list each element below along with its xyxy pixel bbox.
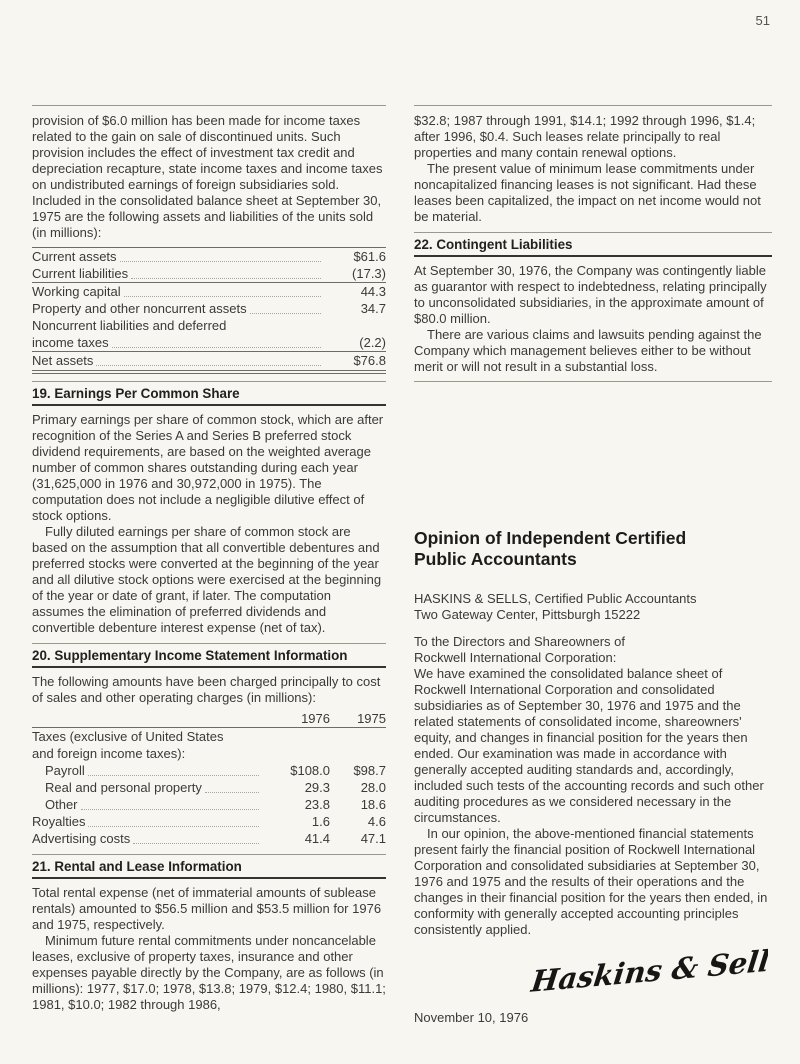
value-1975: $98.7 [353, 763, 386, 778]
row-label: Payroll [45, 763, 85, 778]
dot-leader [133, 843, 259, 844]
paragraph: The following amounts have been charged principally to cost of sales and other operating charges (in millions): [32, 674, 381, 705]
row-value: (2.2) [359, 335, 386, 350]
row-label: Advertising costs [32, 831, 131, 846]
dot-leader [131, 278, 321, 279]
section-heading-21: 21. Rental and Lease Information [32, 854, 386, 879]
signature-haskins-sells [516, 942, 768, 1000]
value-1975: 47.1 [360, 831, 386, 846]
table-row [32, 352, 386, 369]
value-1976: $108.0 [290, 763, 330, 778]
dot-leader [205, 792, 259, 793]
table-row [32, 317, 386, 334]
table-row [32, 762, 386, 779]
table-row [32, 248, 386, 265]
signature-text: Haskins & Sells [529, 942, 768, 999]
row-value: (17.3) [352, 266, 386, 281]
left-column [32, 105, 386, 1013]
row-value: $61.6 [353, 249, 386, 264]
paragraph: Total rental expense (net of immaterial amounts of sublease rentals) amounted to $56.5 million and $53.5 million for 1976 and 1975, respectively. [32, 885, 382, 932]
row-label: Property and other noncurrent assets [32, 301, 247, 316]
table-row [32, 283, 386, 300]
row-label: Royalties [32, 814, 86, 829]
dot-leader [120, 261, 321, 262]
paragraph: $32.8; 1987 through 1991, $14.1; 1992 through 1996, $1.4; after 1996, $0.4. Such leases relate principally to real properties and many contain renewal options. [414, 113, 756, 160]
table-row [32, 265, 386, 282]
paragraph: In our opinion, the above-mentioned financial statements present fairly the financial position of Rockwell International Corporation and consolidated subsidiaries at September 30, 1976 and 1975 and the results of their operations and the changes in their financial position for the years then ended, in conformity with generally accepted accounting principles consistently applied. [414, 826, 768, 937]
row-value: $76.8 [353, 353, 386, 368]
column-header-1976: 1976 [301, 711, 330, 726]
table-row [32, 779, 386, 796]
intro-paragraph: provision of $6.0 million has been made for income taxes related to the gain on sale of discontinued units. Such provision includes the effect of investment tax credit and depreciation recapture, state income taxes and income taxes on undistributed earnings of foreign subsidiaries sold. Included in the consolidated balance sheet at September 30, 1975 are the following assets and liabilities of the units sold (in millions): [32, 113, 383, 240]
column-top-rule [414, 105, 772, 106]
row-label: Net assets [32, 353, 94, 368]
paragraph: There are various claims and lawsuits pending against the Company which management believes either to be without merit or will not result in a substantial loss. [414, 327, 762, 374]
opinion-date: November 10, 1976 [414, 1010, 529, 1025]
section-heading-20: 20. Supplementary Income Statement Information [32, 643, 386, 668]
value-1976: 1.6 [311, 814, 330, 829]
value-1975: 28.0 [360, 780, 386, 795]
row-value: 44.3 [360, 284, 386, 299]
dot-leader [250, 313, 321, 314]
column-header-1975: 1975 [357, 711, 386, 726]
signature-block [414, 942, 772, 1004]
dot-leader [81, 809, 259, 810]
table-header-row [32, 710, 386, 727]
paragraph: Minimum future rental commitments under noncancelable leases, exclusive of property taxes, insurance and other expenses payable directly by the Company, are as follows (in millions): 1977, $17.0; 1978, $13.8; 1979, $12.4; 1980, $11.1; 1981, $10.0; 1982 through 1986, [32, 933, 386, 1012]
value-1975: 18.6 [360, 797, 386, 812]
row-label: Real and personal property [45, 780, 202, 795]
section-end-rule [414, 381, 772, 382]
table-row [32, 300, 386, 317]
opinion-heading: Opinion of Independent Certified Public Accountants [414, 528, 687, 569]
units-sold-table [32, 247, 386, 374]
table-row [32, 830, 386, 847]
paragraph: At September 30, 1976, the Company was contingently liable as guarantor with respect to indebtedness, relating principally to unconsolidated subsidiaries, in the approximate amount of $80.0 million. [414, 263, 767, 326]
table-row [32, 813, 386, 830]
accounting-firm-address: HASKINS & SELLS, Certified Public Accountants Two Gateway Center, Pittsburgh 15222 [414, 591, 697, 622]
row-value: 34.7 [360, 301, 386, 316]
value-1976: 41.4 [304, 831, 330, 846]
table-row [32, 796, 386, 813]
section-heading-22: 22. Contingent Liabilities [414, 232, 772, 257]
paragraph: Primary earnings per share of common stock, which are after recognition of the Series A and Series B preferred stock dividend requirements, are based on the weighted average number of common shares outstanding during each year (31,625,000 in 1976 and 30,972,000 in 1975). The computation does not include a negligible dilutive effect of stock options. [32, 412, 384, 523]
table-double-rule [32, 370, 386, 374]
dot-leader [88, 775, 259, 776]
row-label: Noncurrent liabilities and deferred [32, 318, 227, 333]
column-top-rule [32, 105, 386, 106]
dot-leader [88, 826, 259, 827]
row-label: Working capital [32, 284, 121, 299]
table-group-label: and foreign income taxes): [32, 746, 186, 761]
dot-leader [112, 347, 321, 348]
row-label: Other [45, 797, 78, 812]
value-1975: 4.6 [367, 814, 386, 829]
table-group-label: Taxes (exclusive of United States [32, 729, 224, 744]
row-label: income taxes [32, 335, 109, 350]
supplementary-table [32, 710, 386, 847]
page-number: 51 [755, 13, 770, 28]
row-label: Current assets [32, 249, 117, 264]
dot-leader [124, 296, 321, 297]
paragraph: We have examined the consolidated balance sheet of Rockwell International Corporation and consolidated subsidiaries as of September 30, 1976 and 1975 and the related statements of consolidated income, shareowners' equity, and changes in financial position for the years then ended. Our examination was made in accordance with generally accepted auditing standards and, accordingly, included such tests of the accounting records and such other auditing procedures as we considered necessary in the circumstances. [414, 666, 764, 825]
row-label: Current liabilities [32, 266, 129, 281]
value-1976: 29.3 [304, 780, 330, 795]
salutation: To the Directors and Shareowners of Rockwell International Corporation: [414, 634, 625, 665]
value-1976: 23.8 [304, 797, 330, 812]
dot-leader [96, 365, 321, 366]
auditor-opinion-section [414, 528, 772, 1026]
paragraph: Fully diluted earnings per share of common stock are based on the assumption that all convertible debentures and preferred stocks were converted at the beginning of the year and all dilutive stock options were exercised at the beginning of the year or date of grant, if later. The computation assumes the elimination of preferred dividends and convertible debenture interest expense (net of tax). [32, 524, 382, 635]
table-row [32, 334, 386, 351]
paragraph: The present value of minimum lease commitments under noncapitalized financing leases is not significant. Had these leases been capitalized, the impact on net income would not be material. [414, 161, 761, 224]
right-column [414, 105, 772, 1026]
section-heading-19: 19. Earnings Per Common Share [32, 381, 386, 406]
